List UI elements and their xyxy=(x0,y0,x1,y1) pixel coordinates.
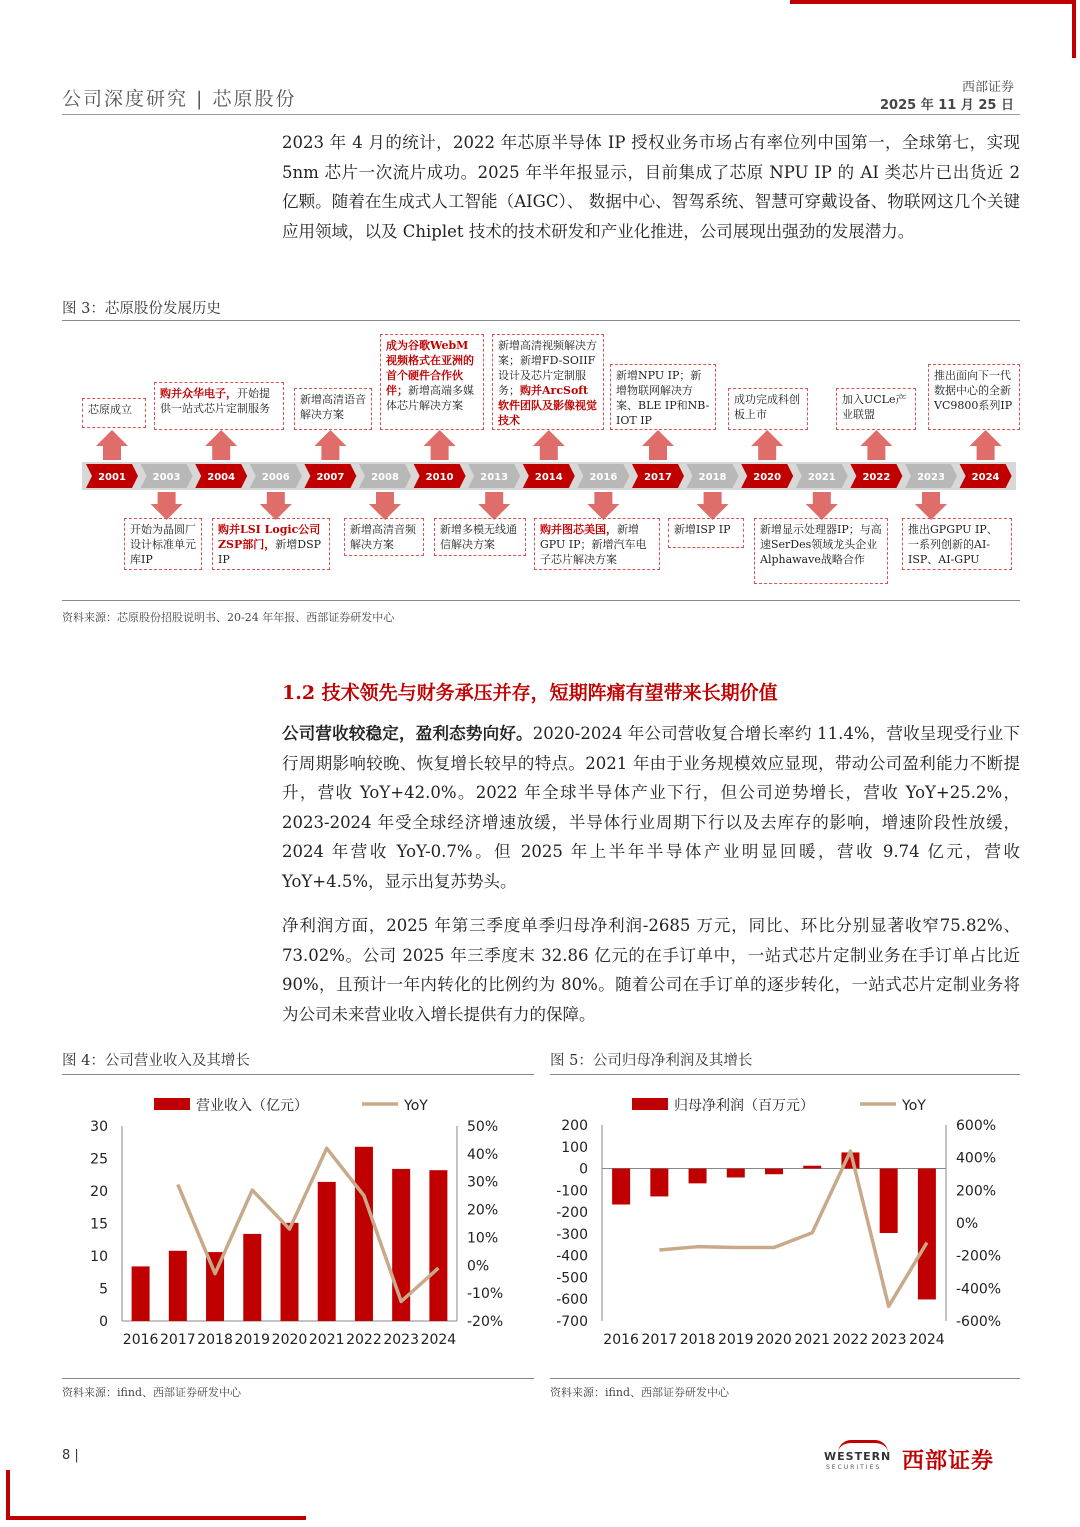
y-left-tick: -700 xyxy=(556,1314,588,1330)
event-2016: 购并图芯美国，新增GPU IP；新增汽车电子芯片解决方案 xyxy=(534,518,660,570)
x-tick-2017: 2017 xyxy=(160,1332,196,1348)
arrow-up-2017 xyxy=(642,430,674,460)
profit-chart xyxy=(550,1084,1020,1356)
y-left-tick: -200 xyxy=(556,1205,588,1222)
bar-2016 xyxy=(612,1169,630,1205)
arrow-down-2008 xyxy=(369,492,401,520)
arrow-up-2020 xyxy=(751,430,783,460)
y-left-tick: -600 xyxy=(556,1292,588,1309)
x-tick-2022: 2022 xyxy=(832,1332,869,1348)
arrow-up-2024 xyxy=(970,430,1002,460)
year-label-2018: 2018 xyxy=(698,472,727,483)
x-tick-2021: 2021 xyxy=(794,1332,831,1348)
fig4-source: 资料来源：ifind、西部证券研发中心 xyxy=(62,1386,241,1399)
x-tick-2019: 2019 xyxy=(717,1332,754,1348)
y-right-tick: -400% xyxy=(956,1281,1002,1298)
legend-bar-label: 营业收入（亿元） xyxy=(196,1098,308,1114)
y-right-tick: 40% xyxy=(467,1146,499,1163)
arrow-up-2014 xyxy=(533,430,565,460)
x-tick-2022: 2022 xyxy=(346,1332,382,1348)
header-title: 公司深度研究 | 芯原股份 xyxy=(62,88,297,110)
year-label-2017: 2017 xyxy=(644,472,672,483)
brand-en-sub: SECURITIES xyxy=(826,1464,882,1471)
fig4-top-rule xyxy=(62,1074,534,1075)
year-label-2021: 2021 xyxy=(807,472,836,483)
bar-2017 xyxy=(169,1251,187,1321)
y-left-tick: 100 xyxy=(561,1139,588,1156)
year-label-2023: 2023 xyxy=(917,472,945,483)
section-title: 1.2 技术领先与财务承压并存，短期阵痛有望带来长期价值 xyxy=(282,682,778,704)
paragraph-revenue: 公司营收较稳定，盈利态势向好。2020-2024 年公司营收复合增长率约 11.4%，营收呈现受行业下行周期影响较晚、恢复增长较早的特点。2021 年由于业务规模效应显现，带动公司盈利能力不断提升，营收 YoY+42.0%。2022 年全球半导体产业下行，但公司逆势增长，营收 YoY+25.2%，2023-2024 年受全球经济增速放缓，半导体行业周期下行以及去库存的影响，增速阶段性放缓，2024 年营收 YoY-0.7%。但 2025 年上半年半导体产业明显回暖，营收 9.74 亿元，营收 YoY+4.5%，显示出复苏势头。 xyxy=(282,724,1021,891)
bar-2021 xyxy=(318,1182,336,1321)
fig4-title: 图 4：公司营业收入及其增长 xyxy=(62,1053,250,1069)
y-right-tick: 200% xyxy=(956,1183,997,1200)
legend-line-label: YoY xyxy=(404,1098,428,1114)
legend-bar-swatch xyxy=(632,1098,668,1110)
legend-bar-swatch xyxy=(154,1098,190,1110)
y-left-tick: -300 xyxy=(556,1226,588,1243)
y-left-tick: -100 xyxy=(556,1183,588,1200)
arrow-up-2007 xyxy=(314,430,346,460)
fig3-title: 图 3：芯原股份发展历史 xyxy=(62,301,221,317)
x-tick-2023: 2023 xyxy=(870,1332,907,1348)
y-left-tick: -500 xyxy=(556,1270,588,1287)
bar-2019 xyxy=(727,1169,745,1178)
year-label-2004: 2004 xyxy=(207,472,236,483)
x-tick-2017: 2017 xyxy=(641,1332,678,1348)
event-2020: 成功完成科创板上市 xyxy=(728,388,808,430)
y-left-tick: 15 xyxy=(90,1216,108,1233)
event-2010: 成为谷歌WebM视频格式在亚洲的首个硬件合作伙伴；新增高端多媒体芯片解决方案 xyxy=(380,334,484,430)
year-label-2022: 2022 xyxy=(862,472,891,483)
arrow-up-2001 xyxy=(96,430,128,460)
x-tick-2021: 2021 xyxy=(308,1332,345,1348)
year-label-2013: 2013 xyxy=(480,472,509,483)
arrow-down-2018 xyxy=(697,492,729,520)
top-red-bracket xyxy=(790,0,1076,58)
year-label-2010: 2010 xyxy=(425,472,454,483)
y-left-tick: 0 xyxy=(99,1314,108,1330)
bar-2023 xyxy=(880,1169,898,1233)
event-2024: 推出面向下一代数据中心的全新VC9800系列IP xyxy=(928,364,1020,430)
paragraph-profit: 净利润方面，2025 年第三季度单季归母净利润-2685 万元，同比、环比分别显著收窄75.82%、73.02%。公司 2025 年三季度末 32.86 亿元的在手订单中，一站式芯片定制业务在手订单占比近 90%，且预计一年内转化的比例约为 80%。随着公司在手订单的逐步转化，一站式芯片定制业务将为公司未来营业收入增长提供有力的保障。 xyxy=(282,916,1020,1024)
y-left-tick: 20 xyxy=(90,1184,108,1200)
bar-2021 xyxy=(803,1166,821,1169)
y-left-tick: 5 xyxy=(99,1281,108,1298)
bar-2024 xyxy=(429,1170,447,1321)
event-2008: 新增高清音频解决方案 xyxy=(344,518,424,556)
year-label-2020: 2020 xyxy=(753,472,782,483)
x-tick-2024: 2024 xyxy=(909,1332,945,1348)
intro-paragraph: 2023 年 4 月的统计，2022 年芯原半导体 IP 授权业务市场占有率位列中国第一，全球第七，实现 5nm 芯片一次流片成功。2025 年半年报显示，目前集成了芯原 NPU IP 的 AI 类芯片已出货近 2 亿颗。随着在生成式人工智能（AIGC）、 数据中心、智驾系统、智慧可穿戴设备、物联网这几个关键应用领域，以及 Chiplet 技术的技术研发和产业化推进，公司展现出强劲的发展潜力。 xyxy=(282,133,1020,241)
timeline-band xyxy=(62,322,1020,598)
y-right-tick: 600% xyxy=(956,1118,997,1134)
fig3-bottom-rule xyxy=(62,600,1020,601)
header-date: 2025 年 11 月 25 日 xyxy=(880,98,1014,113)
y-left-tick: -400 xyxy=(556,1248,588,1265)
arrow-down-2006 xyxy=(260,492,292,520)
fig5-title: 图 5：公司归母净利润及其增长 xyxy=(550,1053,753,1069)
fig4-bottom-rule xyxy=(62,1378,534,1379)
event-2007: 新增高清语音解决方案 xyxy=(294,388,372,430)
y-right-tick: -10% xyxy=(467,1286,504,1303)
x-tick-2018: 2018 xyxy=(197,1332,233,1348)
fig5-source: 资料来源：ifind、西部证券研发中心 xyxy=(550,1386,729,1399)
event-2017: 新增NPU IP；新增物联网解决方案、BLE IP和NB-IOT IP xyxy=(610,364,716,430)
x-tick-2019: 2019 xyxy=(234,1332,271,1348)
y-right-tick: -200% xyxy=(956,1248,1002,1265)
x-tick-2018: 2018 xyxy=(679,1332,716,1348)
year-label-2006: 2006 xyxy=(261,472,290,483)
header-company: 西部证券 xyxy=(961,80,1014,95)
bar-2024 xyxy=(918,1169,936,1300)
page-number: 8 | xyxy=(62,1448,79,1463)
fig3-source: 资料来源：芯原股份招股说明书、20-24 年年报、西部证券研发中心 xyxy=(62,611,395,624)
y-right-tick: -600% xyxy=(956,1314,1002,1330)
bar-2017 xyxy=(650,1169,668,1197)
legend-line-label: YoY xyxy=(902,1098,926,1114)
arrow-down-2016 xyxy=(587,492,619,520)
x-tick-2016: 2016 xyxy=(603,1332,639,1348)
event-2003: 开始为晶圆厂设计标准单元库IP xyxy=(124,518,202,570)
event-2022: 加入UCLe产业联盟 xyxy=(836,388,916,430)
header-divider xyxy=(62,114,1020,115)
y-right-tick: 20% xyxy=(467,1202,499,1219)
y-left-tick: 10 xyxy=(90,1249,108,1265)
arrow-down-2021 xyxy=(806,492,838,520)
revenue-chart xyxy=(62,1084,534,1356)
arrow-down-2013 xyxy=(478,492,510,520)
arrow-up-2022 xyxy=(860,430,892,460)
x-tick-2020: 2020 xyxy=(756,1332,792,1348)
y-right-tick: -20% xyxy=(467,1314,504,1330)
arrow-down-2023 xyxy=(915,492,947,520)
event-2014: 新增高清视频解决方案；新增FD-SOIIF设计及芯片定制服务；购并ArcSoft软件团队及影像视觉技术 xyxy=(492,334,604,430)
y-right-tick: 30% xyxy=(467,1174,499,1191)
bar-2020 xyxy=(765,1169,783,1175)
y-right-tick: 50% xyxy=(467,1119,499,1135)
x-tick-2020: 2020 xyxy=(271,1332,308,1348)
event-2006: 购并LSI Logic公司ZSP部门，新增DSP IP xyxy=(212,518,330,570)
fig5-top-rule xyxy=(550,1074,1020,1075)
event-2001: 芯原成立 xyxy=(82,398,146,428)
fig3-top-rule xyxy=(62,320,1020,321)
brand-cn: 西部证券 xyxy=(902,1449,995,1474)
arrow-down-2003 xyxy=(151,492,183,520)
event-2021: 新增显示处理器IP；与高速SerDes领域龙头企业Alphawave战略合作 xyxy=(754,518,888,584)
paragraph-revenue-lead: 公司营收较稳定，盈利态势向好。 xyxy=(282,724,533,743)
brand-en: WESTERN xyxy=(824,1450,892,1463)
legend-bar-label: 归母净利润（百万元） xyxy=(674,1098,814,1114)
year-label-2008: 2008 xyxy=(371,472,399,483)
arrow-up-2004 xyxy=(205,430,237,460)
event-2018: 新增ISP IP xyxy=(668,518,744,548)
bar-2018 xyxy=(689,1169,707,1184)
year-label-2014: 2014 xyxy=(534,472,563,483)
bar-2020 xyxy=(281,1223,299,1321)
y-left-tick: 200 xyxy=(561,1118,588,1134)
year-label-2024: 2024 xyxy=(971,472,1000,483)
bar-2016 xyxy=(132,1266,150,1321)
y-right-tick: 400% xyxy=(956,1150,997,1167)
bar-2019 xyxy=(243,1234,261,1321)
event-2013: 新增多模无线通信解决方案 xyxy=(434,518,526,556)
y-right-tick: 0% xyxy=(956,1216,979,1232)
year-label-2007: 2007 xyxy=(316,472,345,483)
arrow-up-2010 xyxy=(424,430,456,460)
bar-2022 xyxy=(355,1147,373,1321)
year-label-2003: 2003 xyxy=(152,472,181,483)
brand-logo xyxy=(824,1440,1020,1476)
x-tick-2016: 2016 xyxy=(122,1332,159,1348)
x-tick-2024: 2024 xyxy=(420,1332,457,1348)
fig5-bottom-rule xyxy=(550,1378,1020,1379)
x-tick-2023: 2023 xyxy=(383,1332,419,1348)
y-left-tick: 0 xyxy=(579,1161,588,1178)
y-right-tick: 0% xyxy=(467,1258,490,1275)
event-2004: 购并众华电子，开始提供一站式芯片定制服务 xyxy=(154,382,284,430)
y-left-tick: 30 xyxy=(90,1119,108,1135)
bottom-red-bracket xyxy=(6,1470,306,1520)
year-label-2001: 2001 xyxy=(98,472,126,483)
event-2023: 推出GPGPU IP、一系列创新的AI-ISP、AI-GPU xyxy=(902,518,1012,570)
y-right-tick: 10% xyxy=(467,1230,499,1247)
year-label-2016: 2016 xyxy=(589,472,618,483)
y-left-tick: 25 xyxy=(90,1151,108,1168)
